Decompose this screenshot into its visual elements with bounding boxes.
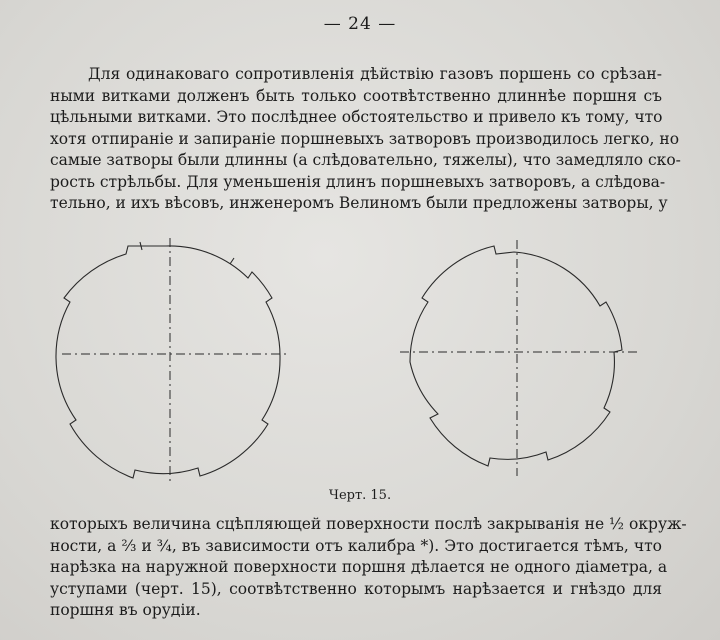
page-number: — 24 —	[323, 14, 397, 34]
text-line: которыхъ величина сцѣпляющей поверхности послѣ закрыванія не ½ окруж-	[50, 515, 687, 533]
text-line: цѣльными витками. Это послѣднее обстоятельство и привело къ тому, что	[50, 108, 663, 126]
paragraph-1	[50, 64, 681, 215]
left-stepped-disc	[56, 242, 280, 478]
text-line: Для одинаковаго сопротивленія дѣйствію газовъ поршень со срѣзан-	[88, 65, 662, 83]
breech-diagrams	[0, 232, 720, 502]
figure-caption: Черт. 15.	[328, 488, 392, 503]
text-line: ными витками долженъ быть только соотвѣтственно длиннѣе поршня съ	[50, 86, 662, 105]
text-line: уступами (черт. 15), соотвѣтственно которымъ нарѣзается и гнѣздо для	[50, 579, 662, 598]
paragraph-2	[50, 514, 687, 622]
text-line: тельно, и ихъ вѣсовъ, инженеромъ Велиномъ были предложены затворы, у	[50, 194, 668, 212]
right-stepped-disc	[410, 246, 622, 466]
text-line: нарѣзка на наружной поверхности поршня дѣлается не одного діаметра, а	[50, 558, 668, 576]
text-line: рость стрѣльбы. Для уменьшенія длинъ поршневыхъ затворовъ, а слѣдова-	[50, 172, 666, 191]
text-line: поршня въ орудіи.	[50, 601, 201, 619]
text-line: самые затворы были длинны (а слѣдовательно, тяжелы), что замедляло ско-	[50, 151, 681, 169]
text-line: ности, а ⅔ и ¾, въ зависимости отъ калибра *). Это достигается тѣмъ, что	[50, 536, 662, 555]
text-line: хотя отпираніе и запираніе поршневыхъ затворовъ производилось легко, но	[50, 129, 680, 148]
figure-15	[0, 232, 720, 502]
